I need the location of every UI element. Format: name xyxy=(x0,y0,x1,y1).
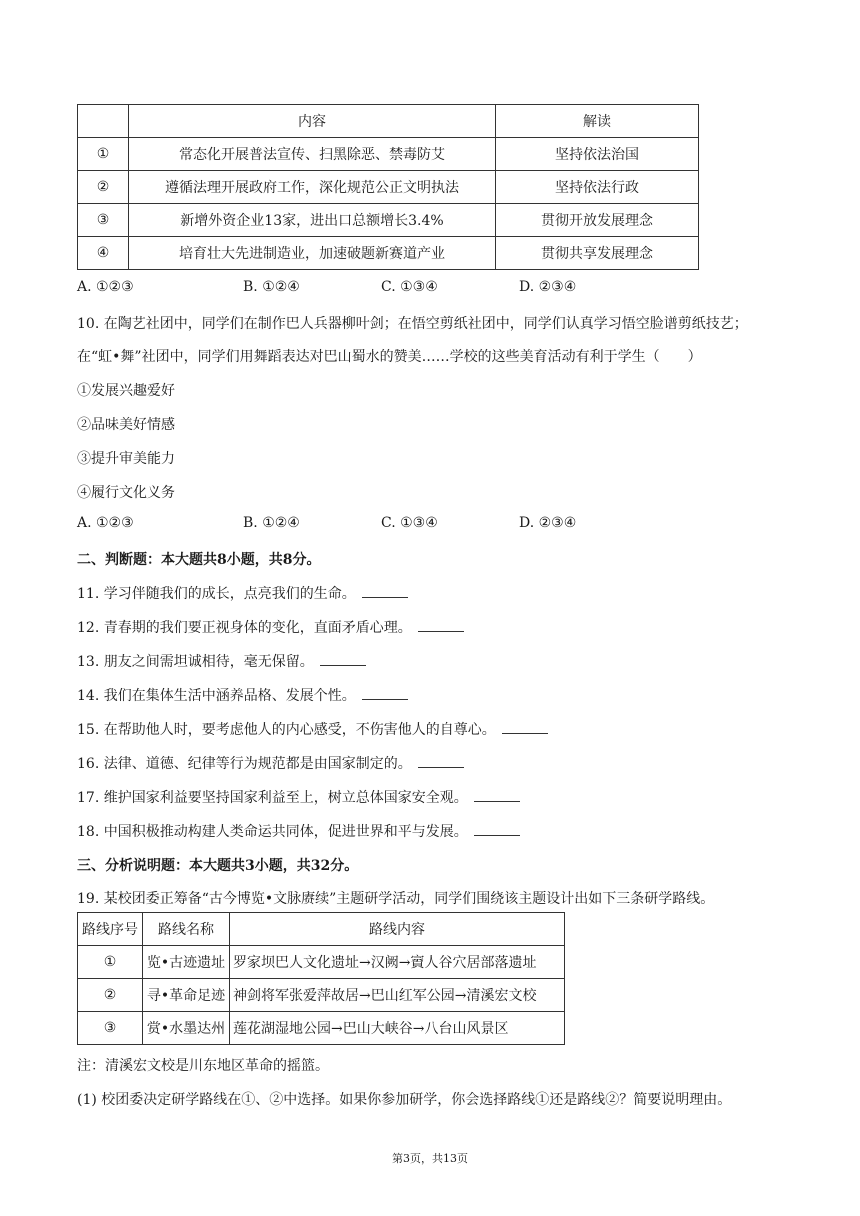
table-cell: 寻•革命足迹 xyxy=(143,979,230,1012)
table-cell: 赏•水墨达州 xyxy=(143,1012,230,1045)
answer-blank xyxy=(502,721,548,734)
judgment-text: 13. 朋友之间需坦诚相待，毫无保留。 xyxy=(77,654,314,670)
table-row xyxy=(78,171,699,204)
option-a: A. ①②③ xyxy=(77,279,134,295)
judgment-item xyxy=(77,617,464,637)
table-row xyxy=(78,1012,565,1045)
table-cell: 贯彻开放发展理念 xyxy=(496,204,699,237)
q10-options xyxy=(77,515,677,535)
answer-blank xyxy=(474,789,520,802)
table-cell: 坚持依法行政 xyxy=(496,171,699,204)
judgment-text: 18. 中国积极推动构建人类命运共同体，促进世界和平与发展。 xyxy=(77,824,468,840)
judgment-text: 11. 学习伴随我们的成长，点亮我们的生命。 xyxy=(77,586,356,602)
q10-item: ③提升审美能力 xyxy=(77,451,175,467)
answer-blank xyxy=(418,619,464,632)
answer-blank xyxy=(320,653,366,666)
table-row xyxy=(78,204,699,237)
q19-stem: 19. 某校团委正筹备“古今博览•文脉赓续”主题研学活动，同学们围绕该主题设计出如下三条研学路线。 xyxy=(77,891,715,907)
judgment-item xyxy=(77,787,520,807)
judgment-item xyxy=(77,685,408,705)
option-c: C. ①③④ xyxy=(381,515,438,531)
table-cell: 罗家坝巴人文化遗址→汉阙→賨人谷穴居部落遗址 xyxy=(230,946,565,979)
table-header-row xyxy=(78,913,565,946)
table-cell: 遵循法理开展政府工作，深化规范公正文明执法 xyxy=(129,171,496,204)
q10-stem-line1: 10. 在陶艺社团中，同学们在制作巴人兵器柳叶剑；在悟空剪纸社团中，同学们认真学习悟空脸谱剪纸技艺； xyxy=(77,316,748,332)
section-title: 三、分析说明题：本大题共3小题，共32分。 xyxy=(77,858,359,874)
judgment-item xyxy=(77,651,366,671)
page-footer: 第3页，共13页 xyxy=(392,1152,468,1165)
judgment-text: 14. 我们在集体生活中涵养品格、发展个性。 xyxy=(77,688,356,704)
table-cell: 坚持依法治国 xyxy=(496,138,699,171)
table-cell: 览•古迹遗址 xyxy=(143,946,230,979)
option-b: B. ①②④ xyxy=(243,279,300,295)
table-cell: 新增外资企业13家，进出口总额增长3.4% xyxy=(129,204,496,237)
table-cell: 培育壮大先进制造业，加速破题新赛道产业 xyxy=(129,237,496,270)
q9-options xyxy=(77,279,677,299)
judgment-item xyxy=(77,719,548,739)
q19-sub1: (1) 校团委决定研学路线在①、②中选择。如果你参加研学，你会选择路线①还是路线②？简要说明理由。 xyxy=(77,1092,732,1108)
table-cell: ② xyxy=(78,171,129,204)
table-header-row xyxy=(78,105,699,138)
table-cell: ① xyxy=(78,946,143,979)
table-cell: 贯彻共享发展理念 xyxy=(496,237,699,270)
judgment-text: 15. 在帮助他人时，要考虑他人的内心感受，不伤害他人的自尊心。 xyxy=(77,722,496,738)
judgment-item xyxy=(77,753,464,773)
q10-item: ④履行文化义务 xyxy=(77,485,175,501)
q10-item: ②品味美好情感 xyxy=(77,417,175,433)
q10-item: ①发展兴趣爱好 xyxy=(77,383,175,399)
table-cell: 神剑将军张爱萍故居→巴山红军公园→清溪宏文校 xyxy=(230,979,565,1012)
table-row xyxy=(78,138,699,171)
table-cell: ④ xyxy=(78,237,129,270)
table-header: 路线名称 xyxy=(143,913,230,946)
table-cell: ③ xyxy=(78,204,129,237)
judgment-item xyxy=(77,821,520,841)
judgment-text: 17. 维护国家利益要坚持国家利益至上，树立总体国家安全观。 xyxy=(77,790,468,806)
policy-table xyxy=(77,104,699,270)
table-cell: ① xyxy=(78,138,129,171)
answer-blank xyxy=(362,687,408,700)
table-cell: 常态化开展普法宣传、扫黑除恶、禁毒防艾 xyxy=(129,138,496,171)
q10-stem-line2: 在“虹•舞”社团中，同学们用舞蹈表达对巴山蜀水的赞美……学校的这些美育活动有利于学生（ ） xyxy=(77,349,702,365)
table-header: 解读 xyxy=(496,105,699,138)
table-row xyxy=(78,979,565,1012)
answer-blank xyxy=(362,585,408,598)
option-d: D. ②③④ xyxy=(519,279,577,295)
answer-blank xyxy=(418,755,464,768)
q19-note: 注：清溪宏文校是川东地区革命的摇篮。 xyxy=(77,1058,329,1074)
section-title: 二、判断题：本大题共8小题，共8分。 xyxy=(77,552,321,568)
option-a: A. ①②③ xyxy=(77,515,134,531)
table-cell: ③ xyxy=(78,1012,143,1045)
table-row xyxy=(78,237,699,270)
answer-blank xyxy=(474,823,520,836)
judgment-text: 16. 法律、道德、纪律等行为规范都是由国家制定的。 xyxy=(77,756,412,772)
table-header xyxy=(78,105,129,138)
table-row xyxy=(78,946,565,979)
option-d: D. ②③④ xyxy=(519,515,577,531)
table-cell: ② xyxy=(78,979,143,1012)
table-header: 路线内容 xyxy=(230,913,565,946)
route-table xyxy=(77,912,565,1045)
judgment-text: 12. 青春期的我们要正视身体的变化，直面矛盾心理。 xyxy=(77,620,412,636)
option-c: C. ①③④ xyxy=(381,279,438,295)
judgment-item xyxy=(77,583,408,603)
table-cell: 莲花湖湿地公园→巴山大峡谷→八台山风景区 xyxy=(230,1012,565,1045)
table-header: 内容 xyxy=(129,105,496,138)
table-header: 路线序号 xyxy=(78,913,143,946)
option-b: B. ①②④ xyxy=(243,515,300,531)
